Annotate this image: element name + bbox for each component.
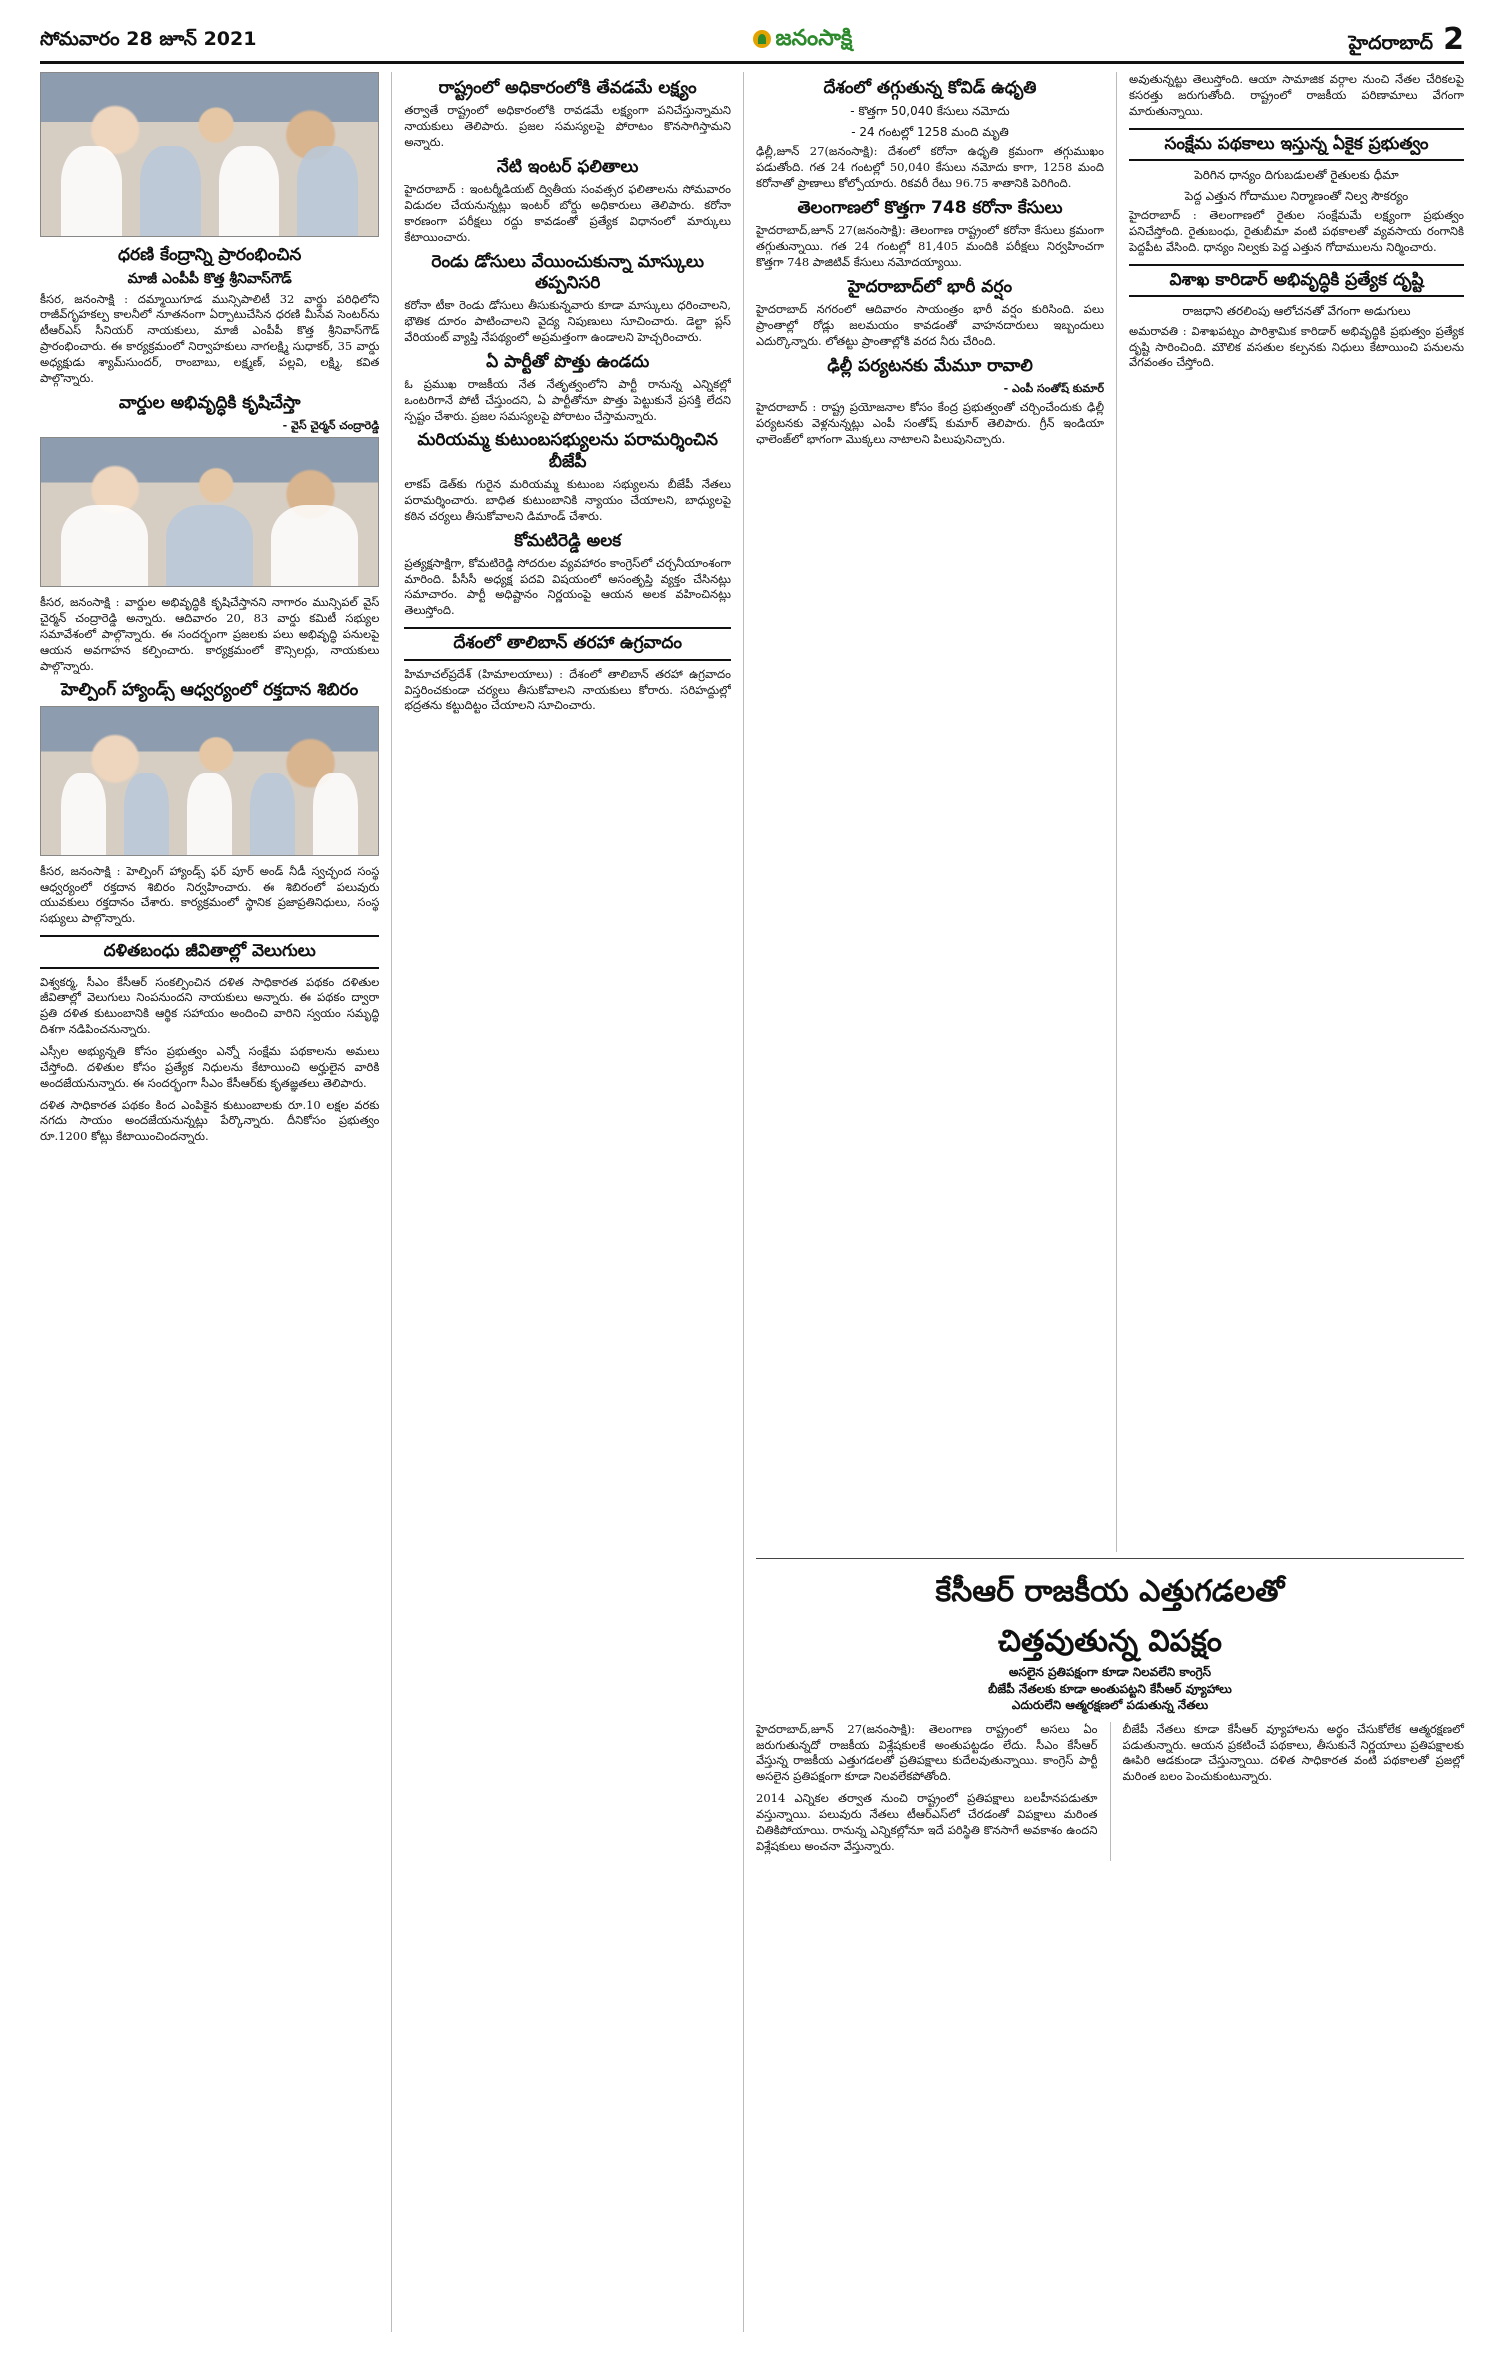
lead-headline: చిత్తవుతున్న విపక్షం bbox=[998, 1623, 1222, 1659]
article-headline: కోమటిరెడ్డి అలక bbox=[514, 530, 622, 551]
article-body: హైదరాబాద్,జూన్ 27(జనంసాక్షి): తెలంగాణ రాష్ట్రంలో అసలు ఏం జరుగుతున్నదో రాజకీయ విశ్లేషకులకే అంతుపట్టడం లేదు. సీఎం కేసీఆర్ వేస్తున్న రాజకీయ ఎత్తుగడలతో ప్రతిపక్షాలు కుదేలవుతున్నాయి. కాంగ్రెస్ పార్టీ అసలైన ప్రతిపక్షంగా కూడా నిలవలేకపోతోంది. bbox=[756, 1721, 1098, 1784]
article-deck: పెరిగిన ధాన్యం దిగుబడులతో రైతులకు ధీమా bbox=[1194, 168, 1399, 183]
article-headline: దేశంలో తాలిబాన్ తరహా ఉగ్రవాదం bbox=[404, 627, 731, 660]
article-headline: నేటి ఇంటర్ ఫలితాలు bbox=[496, 156, 639, 177]
article-body: అమరావతి : విశాఖపట్నం పారిశ్రామిక కారిడార్ అభివృద్ధికి ప్రభుత్వం ప్రత్యేక దృష్టి సారించింది. మౌలిక వసతుల కల్పనకు నిధులు కేటాయించి పనులను వేగవంతం చేస్తోంది. bbox=[1129, 323, 1464, 370]
article-headline: హెల్పింగ్ హ్యాండ్స్ ఆధ్వర్యంలో రక్తదాన శిబిరం bbox=[61, 680, 359, 701]
article-headline: రాష్ట్రంలో అధికారంలోకి తేవడమే లక్ష్యం bbox=[438, 78, 697, 98]
upper-columns bbox=[756, 72, 1464, 1552]
article-headline: ధరణి కేంద్రాన్ని ప్రారంభించిన bbox=[118, 245, 302, 265]
lead-deck: అసలైన ప్రతిపక్షంగా కూడా నిలవలేని కాంగ్రెస్ bbox=[1008, 1665, 1212, 1679]
article-body: ఓ ప్రముఖ రాజకీయ నేత నేతృత్వంలోని పార్టీ రానున్న ఎన్నికల్లో ఒంటరిగానే పోటీ చేస్తుందని, ఏ పార్టీతోనూ పొత్తు పెట్టుకునే ప్రసక్తి లేదని స్పష్టం చేశారు. ప్రజల సమస్యలపై పోరాటం చేస్తామన్నారు. bbox=[404, 376, 731, 423]
article-body: అవుతున్నట్టు తెలుస్తోంది. ఆయా సామాజిక వర్గాల నుంచి నేతల చేరికలపై కసరత్తు జరుగుతోంది. రాష్ట్రంలో రాజకీయ పరిణామాలు వేగంగా మారుతున్నాయి. bbox=[1129, 72, 1464, 118]
article-byline: - వైస్ చైర్మన్ చంద్రారెడ్డి bbox=[282, 418, 380, 432]
article-body: కీసర, జనంసాక్షి : వార్డుల అభివృద్ధికి కృషిచేస్తానని నాగారం మున్సిపల్ వైస్ చైర్మన్ చంద్రారెడ్డి అన్నారు. ఆదివారం 20, 83 వార్డు కమిటీ సభ్యుల సమావేశంలో పాల్గొన్నారు. ఈ సందర్భంగా ప్రజలకు పలు అభివృద్ధి పనులపై ఆయన అవగాహన కల్పించారు. కార్యక్రమంలో కౌన్సిలర్లు, నాయకులు పాల్గొన్నారు. bbox=[40, 595, 380, 673]
news-photo bbox=[40, 437, 379, 587]
masthead bbox=[40, 18, 1464, 64]
article-headline: రెండు డోసులు వేయించుకున్నా మాస్కులు తప్పనిసరి bbox=[431, 251, 704, 293]
article-body: ఢిల్లీ,జూన్ 27(జనంసాక్షి): దేశంలో కరోనా ఉధృతి క్రమంగా తగ్గుముఖం పడుతోంది. గత 24 గంటల్లో 50,040 కేసులు నమోదు కాగా, 1258 మంది కరోనాతో ప్రాణాలు కోల్పోయారు. రికవరీ రేటు 96.75 శాతానికి పెరిగింది. bbox=[756, 144, 1104, 191]
article-body: కీసర, జనంసాక్షి : హెల్పింగ్ హ్యాండ్స్ ఫర్ పూర్ అండ్ నీడీ స్వచ్ఛంద సంస్థ ఆధ్వర్యంలో రక్తదాన శిబిరం నిర్వహించారు. ఈ శిబిరంలో పలువురు యువకులు రక్తదానం చేశారు. కార్యక్రమంలో స్థానిక ప్రజాప్రతినిధులు, సంస్థ సభ్యులు పాల్గొన్నారు. bbox=[40, 863, 380, 926]
article-headline: విశాఖ కారిడార్ అభివృద్ధికి ప్రత్యేక దృష్టి bbox=[1129, 264, 1464, 297]
divider bbox=[756, 1558, 1464, 1559]
lead-body-columns bbox=[756, 1722, 1464, 1861]
edition-city: హైదరాబాద్ bbox=[1348, 31, 1434, 54]
article-body: విశ్వకర్మ, సీఎం కేసీఆర్ సంకల్పించిన దళిత సాధికారత పథకం దళితుల జీవితాల్లో వెలుగులు నింపనుందని నాయకులు అన్నారు. ఈ పథకం ద్వారా ప్రతి దళిత కుటుంబానికి ఆర్థిక సహాయం అందించి వారిని స్వయం సమృద్ధి దిశగా నడిపించనున్నారు. bbox=[40, 974, 380, 1037]
article-body: హైదరాబాద్,జూన్ 27(జనంసాక్షి): తెలంగాణ రాష్ట్రంలో కరోనా కేసులు క్రమంగా తగ్గుతున్నాయి. గత 24 గంటల్లో 81,405 మందికి పరీక్షలు నిర్వహించగా కొత్తగా 748 పాజిటివ్ కేసులు నమోదయ్యాయి. bbox=[756, 223, 1104, 269]
article-body: హైదరాబాద్ : రాష్ట్ర ప్రయోజనాల కోసం కేంద్ర ప్రభుత్వంతో చర్చించేందుకు ఢిల్లీ పర్యటనకు వెళ్లనున్నట్లు ఎంపీ సంతోష్ కుమార్ తెలిపారు. గ్రీన్ ఇండియా ఛాలెంజ్‌లో భాగంగా మొక్కలు నాటాలని పిలుపునిచ్చారు. bbox=[756, 400, 1104, 446]
article-headline: దేశంలో తగ్గుతున్న కోవిడ్ ఉధృతి bbox=[823, 78, 1037, 98]
article-body: ప్రత్యక్షసాక్షిగా, కోమటిరెడ్డి సోదరుల వ్యవహారం కాంగ్రెస్‌లో చర్చనీయాంశంగా మారింది. పీసీసీ అధ్యక్ష పదవి విషయంలో అసంతృప్తి వ్యక్తం చేసినట్లు సమాచారం. పార్టీ అధిష్టానం నిర్ణయంపై ఆయన అలక వహించినట్లు తెలుస్తోంది. bbox=[404, 555, 731, 618]
article-body: హైదరాబాద్ : తెలంగాణలో రైతుల సంక్షేమమే లక్ష్యంగా ప్రభుత్వం పనిచేస్తోంది. రైతుబంధు, రైతుబీమా వంటి పథకాలతో వ్యవసాయ రంగానికి పెద్దపీట వేసింది. ధాన్యం నిల్వకు పెద్ద ఎత్తున గోదాములను నిర్మించారు. bbox=[1129, 208, 1464, 254]
article-body: కరోనా టీకా రెండు డోసులు తీసుకున్నవారు కూడా మాస్కులు ధరించాలని, భౌతిక దూరం పాటించాలని వైద్య నిపుణులు సూచించారు. డెల్టా ప్లస్ వేరియంట్ వ్యాప్తి నేపథ్యంలో అప్రమత్తంగా ఉండాలని హెచ్చరించారు. bbox=[404, 298, 731, 344]
column-1 bbox=[40, 72, 379, 2332]
column-2 bbox=[391, 72, 731, 2332]
edition-info bbox=[1348, 19, 1464, 60]
page-number: 2 bbox=[1443, 21, 1464, 57]
article-headline: వార్డుల అభివృద్ధికి కృషిచేస్తా bbox=[118, 392, 301, 413]
article-body: బీజేపీ నేతలు కూడా కేసీఆర్ వ్యూహాలను అర్థం చేసుకోలేక ఆత్మరక్షణలో పడుతున్నారు. ఆయన ప్రకటించే పథకాలు, తీసుకునే నిర్ణయాలు ప్రతిపక్షాలకు ఊపిరి ఆడకుండా చేస్తున్నాయి. దళిత సాధికారత వంటి పథకాలతో ప్రజల్లో మరింత బలం పెంచుకుంటున్నారు. bbox=[1122, 1721, 1464, 1784]
article-deck: - కొత్తగా 50,040 కేసులు నమోదు bbox=[850, 104, 1010, 119]
newspaper-logo[interactable] bbox=[753, 24, 853, 54]
issue-date: సోమవారం 28 జూన్ 2021 bbox=[40, 28, 257, 51]
column-4 bbox=[1116, 72, 1464, 1552]
lead-deck: బీజేపీ నేతలకు కూడా అంతుపట్టని కేసీఆర్ వ్యూహాలు bbox=[988, 1681, 1232, 1696]
lead-headline: కేసీఆర్ రాజకీయ ఎత్తుగడలతో bbox=[935, 1574, 1285, 1609]
article-deck: - 24 గంటల్లో 1258 మంది మృతి bbox=[851, 124, 1009, 139]
column-3 bbox=[756, 72, 1104, 1552]
news-photo bbox=[40, 72, 379, 237]
article-headline: ఢిల్లీ పర్యటనకు మేమూ రావాలి bbox=[827, 355, 1033, 376]
lead-body-left bbox=[756, 1722, 1098, 1861]
article-byline: - ఎంపీ సంతోష్ కుమార్ bbox=[1003, 381, 1104, 395]
article-body: దళిత సాధికారత పథకం కింద ఎంపికైన కుటుంబాలకు రూ.10 లక్షల వరకు నగదు సాయం అందజేయనున్నట్లు పేర్కొన్నారు. దీనికోసం ప్రభుత్వం రూ.1200 కోట్లు కేటాయించిందన్నారు. bbox=[40, 1097, 380, 1144]
article-body: ఎస్సీల అభ్యున్నతి కోసం ప్రభుత్వం ఎన్నో సంక్షేమ పథకాలను అమలు చేస్తోంది. దళితుల కోసం ప్రత్యేక నిధులను కేటాయించి అర్హులైన వారికి అందజేయనున్నారు. ఈ సందర్భంగా సీఎం కేసీఆర్‌కు కృతజ్ఞతలు తెలిపారు. bbox=[40, 1044, 380, 1090]
article-headline: హైదరాబాద్‌లో భారీ వర్షం bbox=[847, 276, 1013, 297]
news-photo bbox=[40, 706, 379, 856]
article-headline: దళితబంధు జీవితాల్లో వెలుగులు bbox=[40, 935, 379, 968]
article-headline: సంక్షేమ పథకాలు ఇస్తున్న ఏకైక ప్రభుత్వం bbox=[1129, 128, 1464, 161]
article-body: తర్వాతే రాష్ట్రంలో అధికారంలోకి రావడమే లక్ష్యంగా పనిచేస్తున్నామని నాయకులు తెలిపారు. ప్రజల సమస్యలపై పోరాటం కొనసాగిస్తామని అన్నారు. bbox=[404, 103, 731, 149]
article-deck: పెద్ద ఎత్తున గోదాముల నిర్మాణంతో నిల్వ సౌకర్యం bbox=[1184, 188, 1409, 203]
article-subheadline: మాజీ ఎంపీపీ కొత్త శ్రీనివాస్‌గౌడ్ bbox=[127, 271, 292, 288]
columns bbox=[40, 72, 1464, 2332]
logo-text: జనంసాక్షి bbox=[775, 26, 853, 52]
article-body: 2014 ఎన్నికల తర్వాత నుంచి రాష్ట్రంలో ప్రతిపక్షాలు బలహీనపడుతూ వస్తున్నాయి. పలువురు నేతలు టీఆర్ఎస్‌లో చేరడంతో విపక్షాలు మరింత చితికిపోయాయి. రానున్న ఎన్నికల్లోనూ ఇదే పరిస్థితి కొనసాగే అవకాశం ఉందని విశ్లేషకులు అంచనా వేస్తున్నారు. bbox=[756, 1791, 1098, 1853]
lead-body-right bbox=[1110, 1722, 1465, 1861]
article-body: హైదరాబాద్ : ఇంటర్మీడియట్ ద్వితీయ సంవత్సర ఫలితాలను సోమవారం విడుదల చేయనున్నట్లు ఇంటర్ బోర్డు అధికారులు తెలిపారు. కరోనా కారణంగా పరీక్షలు రద్దు కావడంతో ప్రత్యేక విధానంలో మార్కులు కేటాయించారు. bbox=[404, 182, 731, 244]
article-body: లాకప్ డెత్‌కు గురైన మరియమ్మ కుటుంబ సభ్యులను బీజేపీ నేతలు పరామర్శించారు. బాధిత కుటుంబానికి న్యాయం చేయాలని, బాధ్యులపై కఠిన చర్యలు తీసుకోవాలని డిమాండ్ చేశారు. bbox=[404, 476, 731, 523]
lead-area bbox=[743, 72, 1464, 2332]
article-body: హిమాచల్‌ప్రదేశ్ (హిమాలయాలు) : దేశంలో తాలిబాన్ తరహా ఉగ్రవాదం విస్తరించకుండా చర్యలు తీసుకోవాలని నాయకులు కోరారు. సరిహద్దుల్లో భద్రతను కట్టుదిట్టం చేయాలని సూచించారు. bbox=[404, 666, 731, 713]
logo-icon bbox=[753, 30, 771, 48]
lead-deck: ఎదురులేని ఆత్మరక్షణలో పడుతున్న నేతలు bbox=[1011, 1698, 1209, 1713]
article-deck: రాజధాని తరలింపు ఆలోచనతో వేగంగా అడుగులు bbox=[1182, 304, 1411, 319]
article-body: హైదరాబాద్‌ నగరంలో ఆదివారం సాయంత్రం భారీ వర్షం కురిసింది. పలు ప్రాంతాల్లో రోడ్లు జలమయం కావడంతో వాహనదారులు ఇబ్బందులు ఎదుర్కొన్నారు. లోతట్టు ప్రాంతాల్లోకి వరద నీరు చేరింది. bbox=[756, 302, 1104, 348]
article-headline: తెలంగాణలో కొత్తగా 748 కరోనా కేసులు bbox=[797, 197, 1063, 218]
article-headline: ఏ పార్టీతో పొత్తు ఉండదు bbox=[486, 351, 650, 372]
article-headline: మరియమ్మ కుటుంబసభ్యులను పరామర్శించిన బీజేపీ bbox=[417, 430, 718, 472]
article-body: కీసర, జనంసాక్షి : దమ్మాయిగూడ మున్సిపాలిటీ 32 వార్డు పరిధిలోని రాజీవ్‌గృహకల్ప కాలనీలో నూతనంగా ఏర్పాటుచేసిన ధరణి మీసేవ సెంటర్‌ను టీఆర్ఎస్ సీనియర్ నాయకులు, మాజీ ఎంపీపీ కొత్త శ్రీనివాస్‌గౌడ్ ప్రారంభించారు. ఈ కార్యక్రమంలో నిర్వాహకులు నాగలక్ష్మి సుధాకర్, 35 వార్డు అధ్యక్షుడు శ్యామ్‌సుందర్, రాంబాబు, లక్ష్మణ్, పల్లవి, లక్ష్మి, కవిత పాల్గొన్నారు. bbox=[40, 291, 380, 385]
